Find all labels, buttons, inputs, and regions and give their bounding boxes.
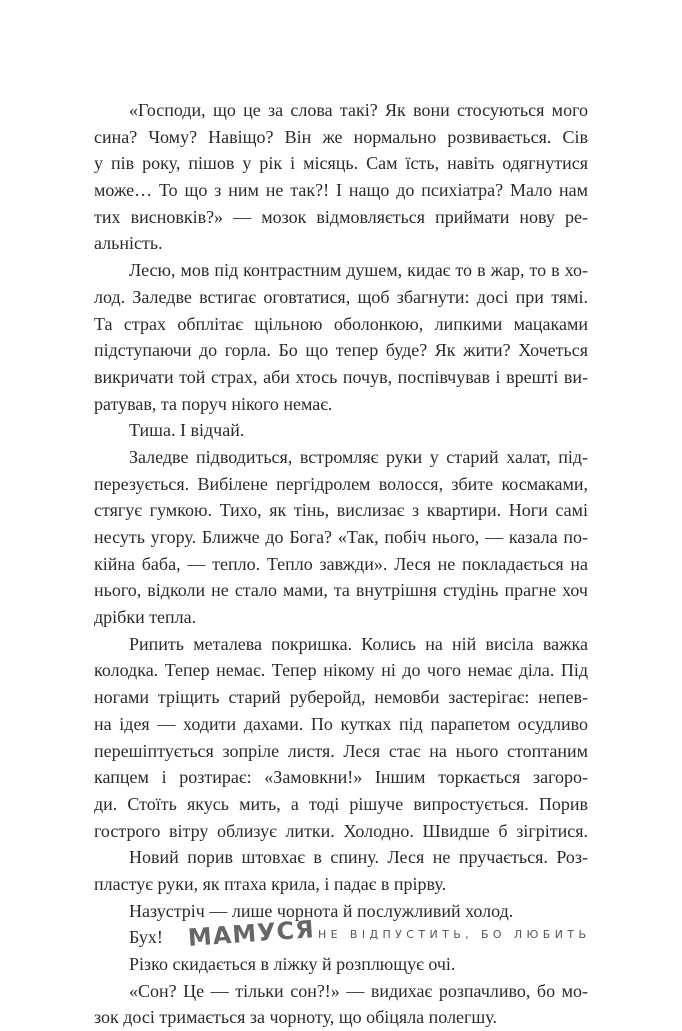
text-line: Заледве підводиться, встромляє руки у старий халат, під-	[129, 446, 588, 467]
text-line: «Сон? Це — тільки сон?!» — видихає розпачливо, бо мо-	[129, 980, 588, 1001]
text-line: ногами тріщить старий руберойд, немовби застерігає: непев-	[94, 687, 588, 708]
text-line: Різко скидається в ліжку й розплющує очі.	[129, 954, 456, 974]
text-line: несуть угору. Ближче до Бога? «Так, побіч нього, — казала по-	[94, 527, 588, 547]
text-line: Бух!	[129, 927, 163, 948]
series-brand-logo: МАМУСЯ	[187, 915, 316, 952]
text-line: тих висновків?» — мозок відмовляється приймати нову ре-	[94, 206, 588, 227]
text-line: Тиша. І відчай.	[129, 420, 245, 441]
text-line: зок досі тримається за чорноту, що обіцяла полегшу.	[94, 1007, 497, 1028]
text-line: альність.	[94, 233, 163, 254]
text-line: Рипить металева покришка. Колись на ній висіла важка	[129, 633, 588, 654]
text-line: Лесю, мов під контрастним душем, кидає то в жар, то в хо-	[129, 260, 588, 281]
text-line: ди. Стоїть якусь мить, а тоді рішуче випростується. Порив	[94, 793, 588, 814]
text-line: викричати той страх, аби хтось почув, поспівчував і врешті ви-	[94, 366, 588, 387]
page-footer	[0, 912, 682, 968]
text-line: дрібки тепла.	[94, 607, 197, 628]
text-line: підступаючи до горла. Бо що тепер буде? Як жити? Хочеться	[94, 340, 588, 361]
text-line: Назустріч — лише чорнота й послужливий холод.	[129, 900, 514, 921]
text-line: на ідея — ходити дахами. По кутках під парапетом осудливо	[94, 713, 588, 734]
text-line: сина? Чому? Навіщо? Він же нормально розвивається. Сів	[94, 126, 588, 147]
text-line: Новий порив штовхає в спину. Леся не пручається. Роз-	[129, 847, 588, 868]
text-line: пластує руки, як птаха крила, і падає в прірву.	[94, 873, 447, 894]
text-line: перешіптується зопріле листя. Леся стає на нього стоптаним	[94, 740, 588, 761]
text-line: лод. Заледве встигає оговтатися, щоб збагнути: досі при тямі.	[94, 286, 588, 307]
text-line: у пів року, пішов у рік і місяць. Сам їсть, навіть одягнутися	[94, 153, 588, 174]
text-line: капцем і розтирає: «Замовкни!» Іншим торкається загоро-	[94, 767, 588, 788]
text-line: стягує гумкою. Тихо, як тінь, вислизає з квартири. Ноги самі	[94, 500, 588, 521]
page-body-text	[94, 97, 591, 1031]
text-line: кійна баба, — тепло. Тепло завжди». Леся не покладається на	[94, 553, 588, 574]
text-line: колодка. Тепер немає. Тепер нікому ні до чого немає діла. Під	[94, 660, 588, 681]
text-line: Та страх обплітає щільною оболонкою, липкими мацаками	[94, 313, 588, 334]
running-title: НЕ ВІДПУСТИТЬ, БО ЛЮБИТЬ	[318, 928, 591, 941]
text-line: «Господи, що це за слова такі? Як вони стосуються мого	[129, 100, 588, 120]
text-line: може… То що з ним не так?! І нащо до психіатра? Мало нам	[94, 180, 588, 201]
text-line: нього, відколи не стало мами, та внутрішня студінь прагне хоч	[94, 580, 588, 601]
text-line: ратував, та поруч нікого немає.	[94, 393, 333, 414]
text-line: перезується. Вибілене пергідролем волосся, збите космаками,	[94, 473, 588, 494]
text-line: гострого вітру облизує литки. Холодно. Швидше б зігрітися.	[94, 820, 588, 841]
